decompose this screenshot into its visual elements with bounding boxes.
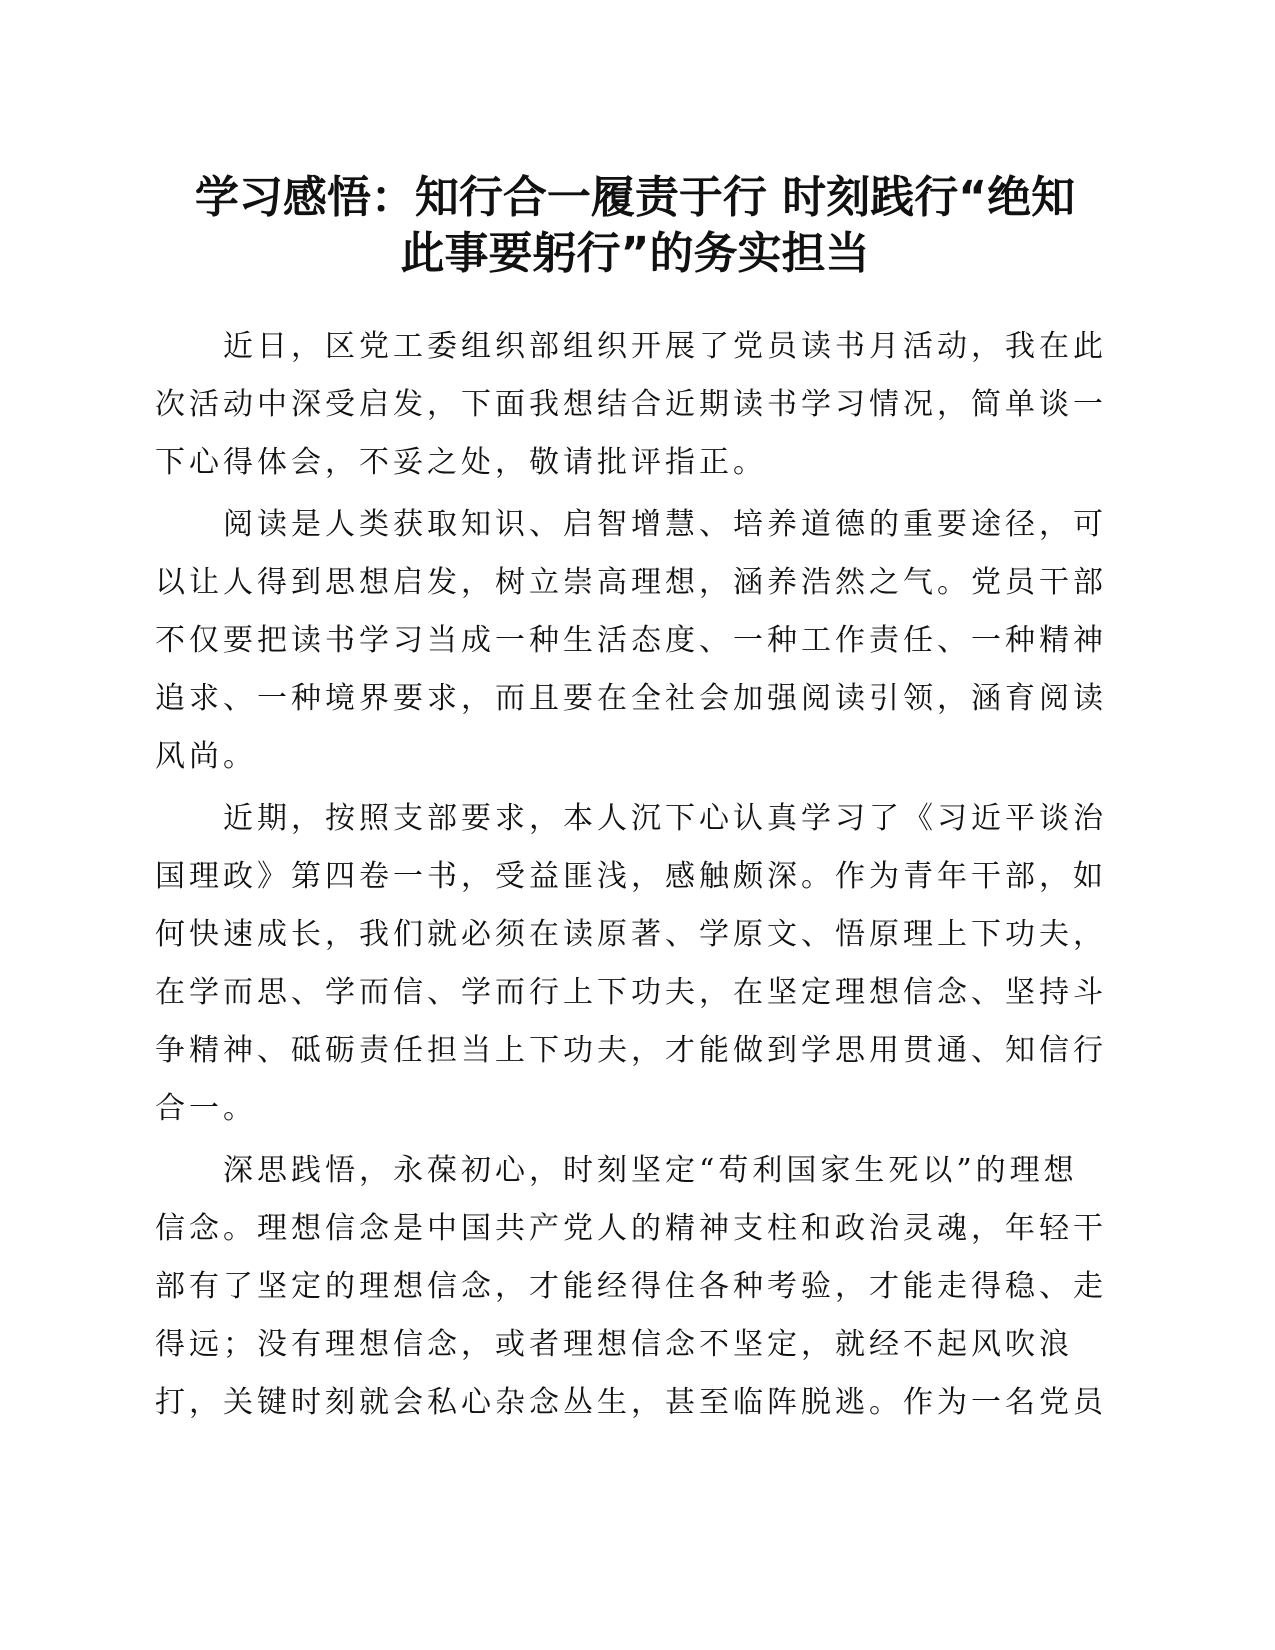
paragraph-line: 次活动中深受启发，下面我想结合近期读书学习情况，简单谈一 [155,387,1107,422]
paragraph-line: 近日，区党工委组织部组织开展了党员读书月活动，我在此 [155,329,1107,364]
paragraph-line: 下心得体会，不妥之处，敬请批评指正。 [155,445,767,480]
paragraph-line: 打，关键时刻就会私心杂念丛生，甚至临阵脱逃。作为一名党员 [155,1385,1107,1420]
document-title [140,170,1130,282]
paragraph-line: 得远；没有理想信念，或者理想信念不坚定，就经不起风吹浪 [155,1327,1073,1362]
paragraph-line: 国理政》第四卷一书，受益匪浅，感触颇深。作为青年干部，如 [155,859,1107,894]
paragraph-line: 阅读是人类获取知识、启智增慧、培养道德的重要途径，可 [155,507,1107,542]
paragraph-belief [155,1142,1107,1432]
paragraph-line: 以让人得到思想启发，树立崇高理想，涵养浩然之气。党员干部 [155,565,1107,600]
paragraph-line: 何快速成长，我们就必须在读原著、学原文、悟原理上下功夫， [155,917,1107,952]
paragraph-line: 风尚。 [155,739,257,774]
paragraph-study [155,790,1107,1138]
paragraph-intro [155,318,1107,492]
title-line: 学习感悟：知行合一履责于行 时刻践行“绝知 [194,172,1076,223]
title-line: 此事要躬行”的务实担当 [400,228,870,279]
paragraph-reading [155,496,1107,786]
paragraph-line: 部有了坚定的理想信念，才能经得住各种考验，才能走得稳、走 [155,1269,1107,1304]
paragraph-line: 不仅要把读书学习当成一种生活态度、一种工作责任、一种精神 [155,623,1107,658]
paragraph-line: 在学而思、学而信、学而行上下功夫，在坚定理想信念、坚持斗 [155,975,1107,1010]
paragraph-line: 近期，按照支部要求，本人沉下心认真学习了《习近平谈治 [155,801,1107,836]
paragraph-line: 争精神、砥砺责任担当上下功夫，才能做到学思用贯通、知信行 [155,1033,1107,1068]
paragraph-line: 信念。理想信念是中国共产党人的精神支柱和政治灵魂，年轻干 [155,1211,1107,1246]
paragraph-line: 追求、一种境界要求，而且要在全社会加强阅读引领，涵育阅读 [155,681,1107,716]
paragraph-line: 深思践悟，永葆初心，时刻坚定“苟利国家生死以”的理想 [155,1153,1078,1188]
document-body [155,318,1107,1436]
paragraph-line: 合一。 [155,1091,257,1126]
